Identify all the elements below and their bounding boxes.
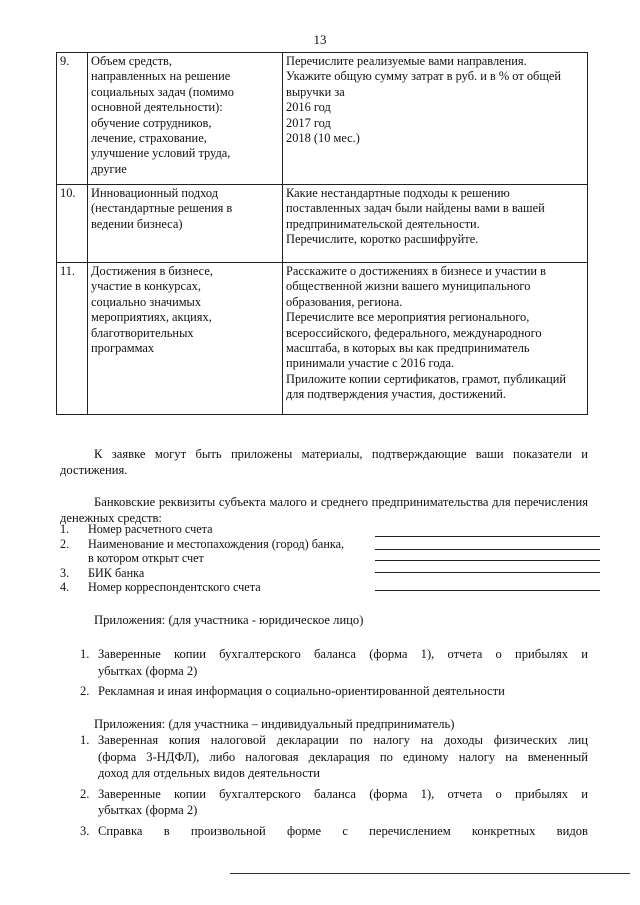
criterion-cell: [88, 263, 283, 415]
table-row: [57, 263, 588, 415]
description-line: поставленных задач были найдены вами в вашей: [286, 201, 545, 216]
description-line: Перечислите, коротко расшифруйте.: [286, 232, 479, 247]
list-item: [60, 537, 600, 552]
criterion-line: социально значимых: [91, 294, 202, 309]
item-number: 4.: [60, 580, 70, 595]
footer-rule: [230, 873, 630, 874]
criterion-line: Инновационный подход: [91, 186, 219, 200]
item-number: 3.: [60, 565, 70, 580]
criteria-table: [56, 52, 588, 415]
list-item: [60, 551, 600, 566]
criterion-line: Объем средств,: [91, 54, 172, 68]
item-number: 2.: [80, 684, 90, 698]
row-number: 9.: [57, 53, 88, 185]
item-number: [60, 551, 88, 566]
description-line: Перечислите все мероприятия регионального,: [286, 310, 530, 325]
criterion-line: (нестандартные решения в: [91, 201, 233, 216]
description-line: 2016 год: [286, 100, 331, 115]
list-item: [60, 566, 600, 581]
list-item: [60, 522, 600, 537]
appendix-legal-title: Приложения: (для участника - юридическое лицо): [94, 613, 364, 627]
item-line: Заверенные копии бухгалтерского баланса (форма 1), отчета о прибылях и: [98, 786, 588, 801]
criterion-line: улучшение условий труда,: [91, 146, 231, 161]
description-line: выручки за: [286, 84, 345, 99]
item-label: в котором открыт счет: [88, 551, 204, 566]
item-line: доход для отдельных видов деятельности: [98, 766, 321, 780]
list-item: [60, 580, 600, 595]
description-line: образования, региона.: [286, 294, 403, 309]
criterion-line: обучение сотрудников,: [91, 115, 212, 130]
criterion-line: другие: [91, 161, 127, 176]
description-cell: [283, 53, 588, 185]
description-line: Укажите общую сумму затрат в руб. и в % от общей: [286, 69, 561, 84]
criterion-cell: [88, 53, 283, 185]
criterion-line: Достижения в бизнесе,: [91, 264, 213, 278]
criterion-line: ведении бизнеса): [91, 216, 183, 231]
description-line: предпринимательской деятельности.: [286, 216, 480, 231]
bank-details-intro: Банковские реквизиты субъекта малого и среднего предпринимательства для перечисления денежных средств:: [60, 495, 588, 525]
list-item: [80, 683, 588, 700]
fill-in-line[interactable]: [375, 590, 600, 591]
criterion-line: мероприятиях, акциях,: [91, 310, 212, 325]
item-number: 2.: [60, 536, 70, 551]
item-number: 2.: [80, 786, 90, 801]
description-cell: [283, 185, 588, 263]
item-line: Заверенная копия налоговой декларации по налогу на доходы физических лиц: [98, 733, 588, 747]
criterion-line: программах: [91, 341, 155, 356]
description-line: 2018 (10 мес.): [286, 131, 360, 146]
criterion-line: основной деятельности):: [91, 100, 223, 115]
item-line: (форма 3-НДФЛ), либо налоговая декларация по единому налогу на вмененный: [98, 749, 588, 764]
item-line: Справка в произвольной форме с перечислением конкретных видов: [98, 823, 588, 838]
fill-in-line[interactable]: [375, 549, 600, 550]
description-line: Расскажите о достижениях в бизнесе и участии в: [286, 264, 546, 278]
item-label: Наименование и местопахождения (город) банка,: [88, 536, 345, 551]
fill-in-line[interactable]: [375, 560, 600, 561]
row-number: 10.: [57, 185, 88, 263]
criterion-cell: [88, 185, 283, 263]
fill-in-line[interactable]: [375, 572, 600, 573]
table-row: [57, 185, 588, 263]
description-line: 2017 год: [286, 115, 331, 130]
description-line: для подтверждения участия, достижений.: [286, 387, 506, 402]
item-number: 1.: [80, 733, 90, 747]
description-line: общественной жизни вашего муниципального: [286, 279, 531, 294]
description-line: Какие нестандартные подходы к решению: [286, 186, 510, 200]
criterion-line: благотворительных: [91, 325, 194, 340]
item-line: Заверенные копии бухгалтерского баланса (форма 1), отчета о прибылях и: [98, 647, 588, 661]
bank-details-list: [60, 522, 600, 595]
table-row: [57, 53, 588, 185]
description-line: принимали участие с 2016 года.: [286, 356, 455, 371]
description-line: всероссийского, федерального, международного: [286, 325, 542, 340]
appendix-ip-title: Приложения: (для участника – индивидуальный предприниматель): [94, 717, 455, 731]
list-item: [80, 786, 588, 819]
criterion-line: лечение, страхование,: [91, 131, 207, 146]
list-item: [80, 732, 588, 782]
appendix-legal-list: [80, 646, 588, 704]
list-item: [80, 823, 588, 840]
item-line: убытках (форма 2): [98, 663, 198, 678]
description-cell: [283, 263, 588, 415]
attachments-note: К заявке могут быть приложены материалы, подтверждающие ваши показатели и достижения.: [60, 447, 588, 477]
criterion-line: социальных задач (помимо: [91, 84, 234, 99]
page-number: 13: [313, 32, 327, 47]
item-number: 3.: [80, 823, 90, 838]
row-number: 11.: [57, 263, 88, 415]
list-item: [80, 646, 588, 679]
criterion-line: направленных на решение: [91, 69, 231, 84]
item-label: Номер расчетного счета: [88, 522, 213, 536]
criterion-line: участие в конкурсах,: [91, 279, 201, 294]
item-number: 1.: [60, 522, 70, 536]
item-label: БИК банка: [88, 565, 145, 580]
item-line: убытках (форма 2): [98, 803, 198, 817]
item-number: 1.: [80, 647, 90, 661]
description-line: масштаба, в которых вы как предприниматель: [286, 341, 530, 356]
description-line: Приложите копии сертификатов, грамот, публикаций: [286, 371, 567, 386]
item-line: Рекламная и иная информация о социально-ориентированной деятельности: [98, 684, 505, 698]
appendix-ip-list: [80, 732, 588, 843]
description-line: Перечислите реализуемые вами направления.: [286, 54, 527, 68]
item-label: Номер корреспондентского счета: [88, 580, 261, 595]
